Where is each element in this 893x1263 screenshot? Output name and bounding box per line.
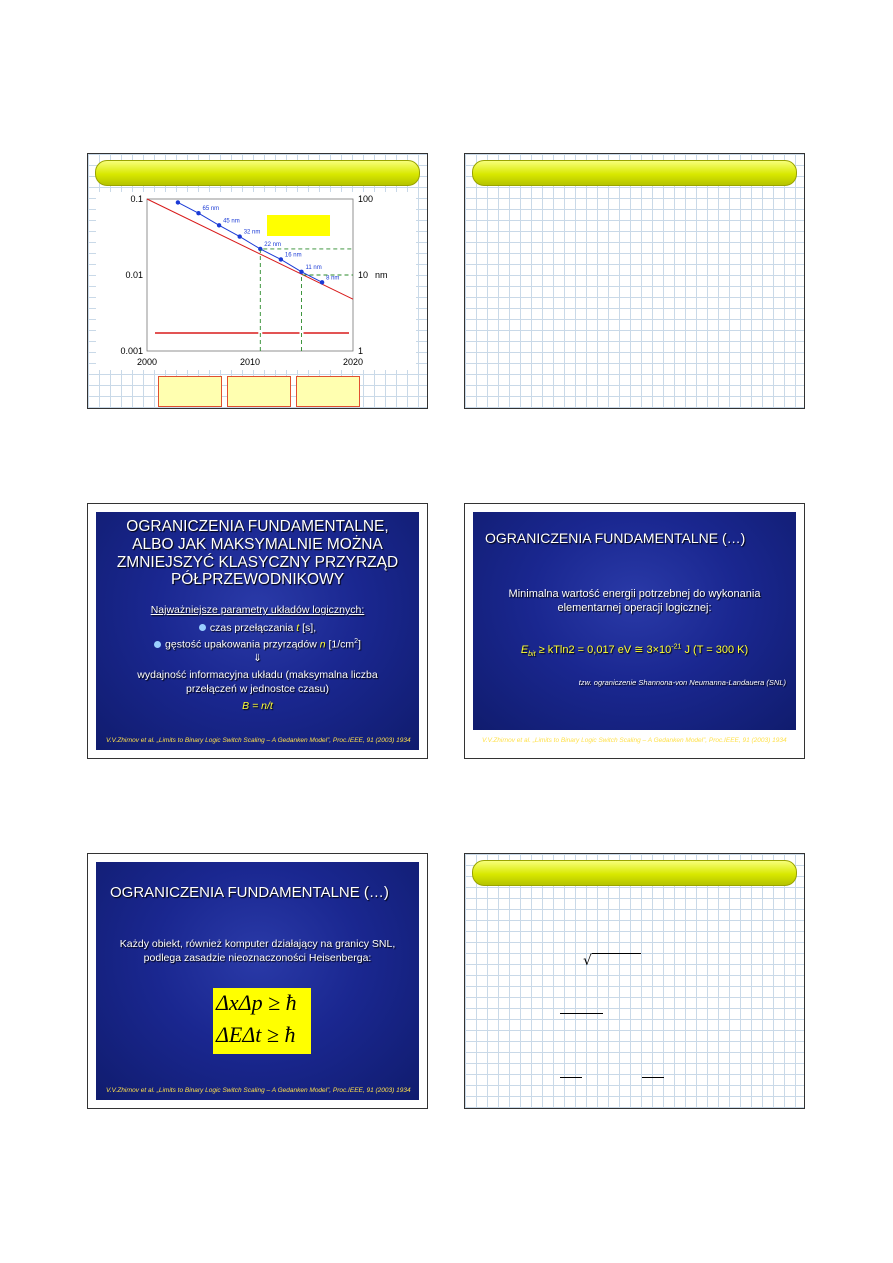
- chart-panel: [96, 192, 416, 370]
- bullet-switch-time: czas przełączania t [s],: [96, 622, 419, 634]
- sqrt-bar: [592, 953, 641, 954]
- heisenberg-eq-1: ΔxΔp ≥ ħ: [216, 990, 297, 1015]
- slide-3-title: [96, 518, 419, 589]
- perf-line-1: wydajność informacyjna układu (maksymalna liczba: [137, 669, 378, 681]
- slide-3: [87, 503, 428, 759]
- heisenberg-box: [213, 988, 311, 1054]
- node-chart: [96, 192, 416, 370]
- slide-5-footer: V.V.Zhirnov et al. „Limits to Binary Logic Switch Scaling – A Gedanken Model”, Proc.IEEE, 91 (2003) 1934: [106, 1087, 411, 1094]
- slide-4-background: [473, 512, 796, 730]
- title-line-4: PÓŁPRZEWODNIKOWY: [170, 571, 345, 589]
- slide-5-background: [96, 862, 419, 1100]
- x-tick-label: 2010: [239, 357, 261, 367]
- slide-3-background: [96, 512, 419, 750]
- slide-3-subtitle: Najważniejsze parametry układów logicznych:: [150, 604, 365, 616]
- slide-6: [464, 853, 805, 1109]
- y-left-tick-label: 0.1: [130, 194, 143, 204]
- slide-3-footer: V.V.Zhirnov et al. „Limits to Binary Logic Switch Scaling – A Gedanken Model”, Proc.IEEE, 91 (2003) 1934: [106, 737, 411, 744]
- down-arrow-icon: ⇓: [253, 653, 262, 664]
- period-box-2: [227, 376, 291, 407]
- y-right-unit-label: nm: [375, 270, 388, 280]
- slide-5-title: OGRANICZENIA FUNDAMENTALNE (…): [110, 884, 389, 901]
- node-point-label: 22 nm: [264, 241, 281, 248]
- slide-1-title-bar: [95, 160, 420, 186]
- node-point: [279, 257, 283, 261]
- chart-label-box: [267, 215, 330, 236]
- y-left-tick-label: 0.01: [125, 270, 143, 280]
- node-point-label: 65 nm: [202, 206, 220, 213]
- node-point-label: 11 nm: [305, 264, 322, 271]
- node-point-label: 16 nm: [284, 252, 302, 259]
- period-box-3: [296, 376, 360, 407]
- slide-5: [87, 853, 428, 1109]
- slide-4-title: OGRANICZENIA FUNDAMENTALNE (…): [485, 530, 746, 546]
- node-point: [320, 280, 324, 284]
- slide-4-text-2: elementarnej operacji logicznej:: [557, 602, 712, 614]
- node-point: [217, 223, 221, 227]
- node-point-label: 8 nm: [326, 275, 340, 282]
- slide-4-text-1: Minimalna wartość energii potrzebnej do wykonania: [508, 588, 761, 600]
- fraction-bar-2: [560, 1077, 582, 1078]
- slide-4-footer: V.V.Zhirnov et al. „Limits to Binary Logic Switch Scaling – A Gedanken Model”, Proc.IEEE, 91 (2003) 1934: [482, 737, 787, 744]
- title-line-3: ZMNIEJSZYĆ KLASYCZNY PRZYRZĄD: [116, 553, 399, 571]
- fraction-bar-3: [642, 1077, 664, 1078]
- title-line-1: OGRANICZENIA FUNDAMENTALNE,: [126, 518, 389, 535]
- energy-formula: $E_{bit} \ge kTln2 = 0,017$ eV ≅ $3\times 10^{-21}$ J (T = 300 K): [520, 643, 749, 659]
- bullet-dot-icon: [154, 641, 161, 648]
- perf-formula: B = n/t: [242, 700, 273, 712]
- title-line-2: ALBO JAK MAKSYMALNIE MOŻNA: [132, 535, 383, 553]
- y-right-tick-label: 10: [358, 270, 369, 280]
- bullet-density: gęstość upakowania przyrządów n $[1/cm^2]$: [96, 638, 419, 651]
- slide-2: [464, 153, 805, 409]
- bullet-dot-icon: [199, 624, 206, 631]
- node-point-label: 45 nm: [223, 218, 240, 225]
- fraction-bar-1: [560, 1013, 603, 1014]
- y-right-tick-label: 100: [358, 194, 374, 204]
- y-left-tick-label: 0.001: [120, 346, 143, 356]
- slide-5-text-2: podlega zasadzie nieoznaczoności Heisenberga:: [143, 952, 372, 964]
- node-point: [176, 200, 180, 204]
- snl-note: tzw. ograniczenie Shannona-von Neumanna-Landauera (SNL): [578, 678, 786, 687]
- slide-1: [87, 153, 428, 409]
- y-right-tick-label: 1: [358, 346, 364, 356]
- perf-line-2: przełączeń w jednostce czasu): [186, 683, 329, 695]
- x-tick-label: 2020: [342, 357, 364, 367]
- slide-2-title-bar: [472, 160, 797, 186]
- heisenberg-eq-2: ΔEΔt ≥ ħ: [216, 1022, 296, 1047]
- slide-4: [464, 503, 805, 759]
- slide-6-title-bar: [472, 860, 797, 886]
- node-point-label: 32 nm: [243, 229, 261, 236]
- node-point: [299, 270, 303, 274]
- period-box-1: [158, 376, 222, 407]
- x-tick-label: 2000: [136, 357, 158, 367]
- node-point: [196, 211, 200, 215]
- sqrt-sign-icon: √: [583, 953, 592, 969]
- node-point: [238, 234, 242, 238]
- slide-5-text-1: Każdy obiekt, również komputer działający na granicy SNL,: [119, 938, 396, 950]
